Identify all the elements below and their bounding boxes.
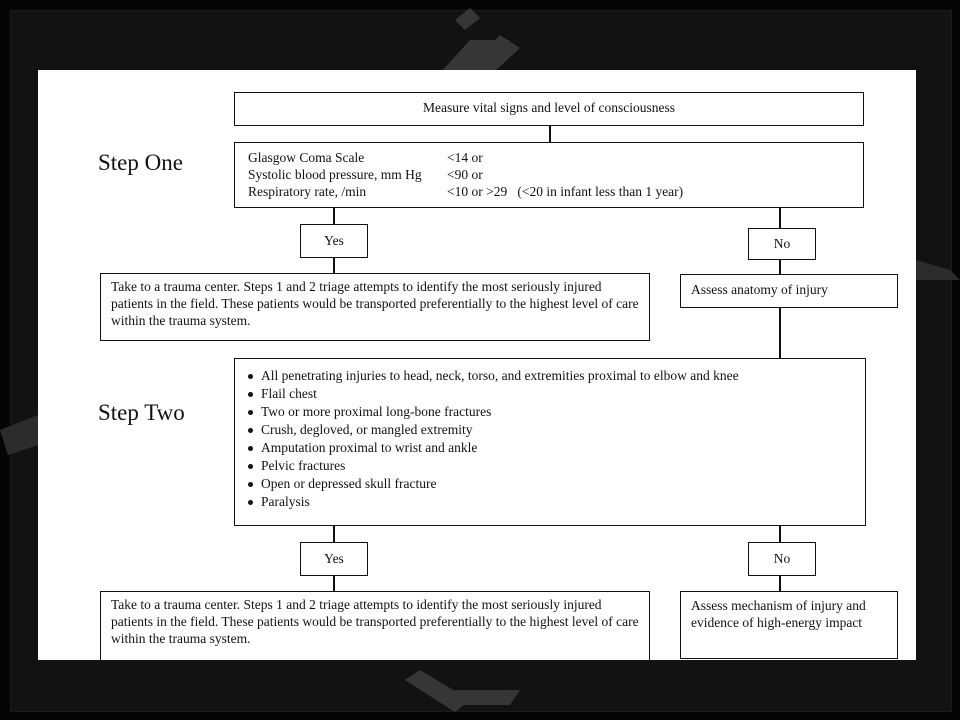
step-two-criteria-box xyxy=(234,358,866,526)
step-two-yes-outcome-box xyxy=(100,591,650,660)
step-one-no-outcome-text: Assess anatomy of injury xyxy=(691,282,828,297)
criterion-crush: Crush, degloved, or mangled extremity xyxy=(245,421,855,439)
step-two-criteria-list xyxy=(245,367,855,511)
criterion-sbp-name: Systolic blood pressure, mm Hg xyxy=(248,167,422,182)
step-two-no-outcome-text: Assess mechanism of injury and evidence of high-energy impact xyxy=(691,598,866,630)
connector xyxy=(333,576,335,591)
criterion-pelvic: Pelvic fractures xyxy=(245,457,855,475)
connector xyxy=(779,526,781,542)
step-one-no-text: No xyxy=(773,236,791,251)
connector xyxy=(333,258,335,273)
step-two-no-box xyxy=(748,542,816,576)
criterion-gcs-name: Glasgow Coma Scale xyxy=(248,150,365,165)
measure-vitals-box xyxy=(234,92,864,126)
criterion-rr-name: Respiratory rate, /min xyxy=(248,184,367,199)
step-one-yes-outcome-box xyxy=(100,273,650,341)
connector xyxy=(779,260,781,274)
step-two-label: Step Two xyxy=(98,400,185,425)
step-one-no-outcome-box xyxy=(680,274,898,308)
measure-vitals-text: Measure vital signs and level of consciousness xyxy=(423,100,675,115)
criterion-flail-chest: Flail chest xyxy=(245,385,855,403)
criterion-paralysis: Paralysis xyxy=(245,493,855,511)
criterion-skull: Open or depressed skull fracture xyxy=(245,475,855,493)
step-one-yes-text: Yes xyxy=(324,233,344,248)
step-two-no-text: No xyxy=(773,551,791,566)
connector xyxy=(549,126,551,142)
step-one-yes-box xyxy=(300,224,368,258)
connector xyxy=(333,208,335,224)
connector xyxy=(779,576,781,591)
criterion-rr-value: <10 or >29 (<20 in infant less than 1 year) xyxy=(447,184,684,199)
step-two-no-outcome-box xyxy=(680,591,898,659)
step-two-yes-text: Yes xyxy=(324,551,344,566)
step-one-label: Step One xyxy=(98,150,183,175)
criterion-penetrating: All penetrating injuries to head, neck, torso, and extremities proximal to elbow and knee xyxy=(245,367,855,385)
connector xyxy=(779,208,781,228)
step-one-no-box xyxy=(748,228,816,260)
step-two-yes-box xyxy=(300,542,368,576)
criterion-long-bone: Two or more proximal long-bone fractures xyxy=(245,403,855,421)
connector xyxy=(779,308,781,358)
step-one-yes-outcome-text: Take to a trauma center. Steps 1 and 2 triage attempts to identify the most seriously injured patients in the field. These patients would be transported preferentially to the highest level of care within the trauma system. xyxy=(111,279,639,328)
criterion-gcs-value: <14 or xyxy=(447,150,483,165)
step-one-criteria-box xyxy=(234,142,864,208)
criterion-sbp-value: <90 or xyxy=(447,167,483,182)
flowchart-slide xyxy=(38,70,916,660)
connector xyxy=(333,526,335,542)
step-two-yes-outcome-text: Take to a trauma center. Steps 1 and 2 triage attempts to identify the most seriously injured patients in the field. These patients would be transported preferentially to the highest level of care within the trauma system. xyxy=(111,597,639,646)
criterion-amputation: Amputation proximal to wrist and ankle xyxy=(245,439,855,457)
